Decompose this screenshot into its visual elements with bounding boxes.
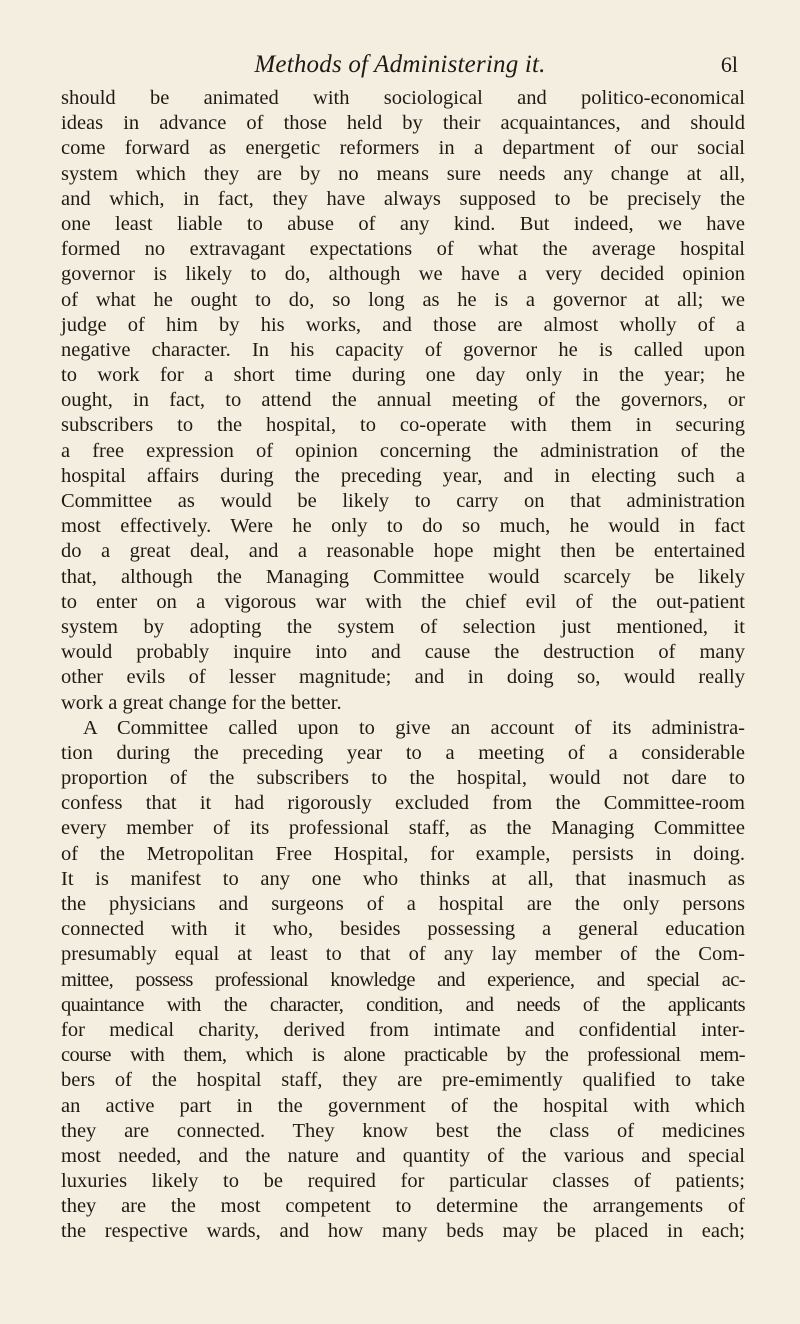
text-line: hospital affairs during the preceding year, and in electing such a <box>61 464 745 487</box>
text-line: system which they are by no means sure needs any change at all, <box>61 162 745 185</box>
text-line: the physicians and surgeons of a hospital are the only persons <box>61 893 745 915</box>
text-line: course with them, which is alone practicable by the professional mem- <box>61 1044 745 1067</box>
text-line: of what he ought to do, so long as he is a governor at all; we <box>61 288 745 311</box>
text-line: governor is likely to do, although we have a very decided opinion <box>61 263 745 286</box>
body-text <box>61 86 745 1245</box>
text-line: proportion of the subscribers to the hospital, would not dare to <box>61 767 745 790</box>
text-line: system by adopting the system of selection just mentioned, it <box>61 615 745 638</box>
text-line: presumably equal at least to that of any lay member of the Com- <box>61 943 745 966</box>
text-line: most needed, and the nature and quantity of the various and special <box>61 1144 745 1167</box>
page-header <box>0 48 800 82</box>
text-line: subscribers to the hospital, to co-operate with them in securing <box>61 414 745 437</box>
paragraph-start-line: A Committee called upon to give an account of its administra- <box>83 716 745 739</box>
text-line: It is manifest to any one who thinks at all, that inasmuch as <box>61 867 745 890</box>
text-line: an active part in the government of the hospital with which <box>61 1094 745 1117</box>
text-line: come forward as energetic reformers in a department of our social <box>61 137 745 160</box>
text-line: ideas in advance of those held by their acquaintances, and should <box>61 112 745 135</box>
running-head: Methods of Administering it. <box>254 51 546 78</box>
text-line: formed no extravagant expectations of what the average hospital <box>61 238 745 261</box>
text-line: one least liable to abuse of any kind. But indeed, we have <box>61 212 745 235</box>
text-line: they are the most competent to determine the arrangements of <box>61 1195 745 1218</box>
text-line: Committee as would be likely to carry on that administration <box>61 490 745 512</box>
text-line: ought, in fact, to attend the annual meeting of the governors, or <box>61 389 745 412</box>
text-line: would probably inquire into and cause the destruction of many <box>61 641 745 664</box>
text-line: quaintance with the character, condition, and needs of the applicants <box>61 993 745 1016</box>
text-line: they are connected. They know best the class of medicines <box>61 1119 745 1142</box>
paragraph-end-line: work a great change for the better. <box>61 691 342 714</box>
text-line: every member of its professional staff, as the Managing Committee <box>61 817 745 840</box>
text-line: for medical charity, derived from intimate and confidential inter- <box>61 1018 745 1041</box>
text-line: of the Metropolitan Free Hospital, for example, persists in doing. <box>61 842 745 865</box>
text-line: to enter on a vigorous war with the chief evil of the out-patient <box>61 590 745 613</box>
text-line: tion during the preceding year to a meeting of a considerable <box>61 741 745 764</box>
text-line: most effectively. Were he only to do so much, he would in fact <box>61 515 745 538</box>
text-line: to work for a short time during one day only in the year; he <box>61 364 745 387</box>
text-line: judge of him by his works, and those are almost wholly of a <box>61 313 745 336</box>
text-line: connected with it who, besides possessing a general education <box>61 918 745 941</box>
text-line: bers of the hospital staff, they are pre-emimently qualified to take <box>61 1069 745 1092</box>
text-line: negative character. In his capacity of governor he is called upon <box>61 338 745 361</box>
page-number: 6l <box>720 52 738 77</box>
text-line: that, although the Managing Committee would scarcely be likely <box>61 565 745 588</box>
text-line: a free expression of opinion concerning the administration of the <box>61 439 745 462</box>
text-line: should be animated with sociological and politico-economical <box>61 87 745 109</box>
text-line: do a great deal, and a reasonable hope might then be entertained <box>61 540 745 563</box>
text-line: other evils of lesser magnitude; and in doing so, would really <box>61 666 745 689</box>
text-line: the respective wards, and how many beds may be placed in each; <box>61 1220 745 1243</box>
text-line: mittee, possess professional knowledge and experience, and special ac- <box>61 968 745 991</box>
text-line: and which, in fact, they have always supposed to be precisely the <box>61 187 745 210</box>
text-line: confess that it had rigorously excluded from the Committee-room <box>61 792 745 815</box>
text-line: luxuries likely to be required for particular classes of patients; <box>61 1170 745 1193</box>
